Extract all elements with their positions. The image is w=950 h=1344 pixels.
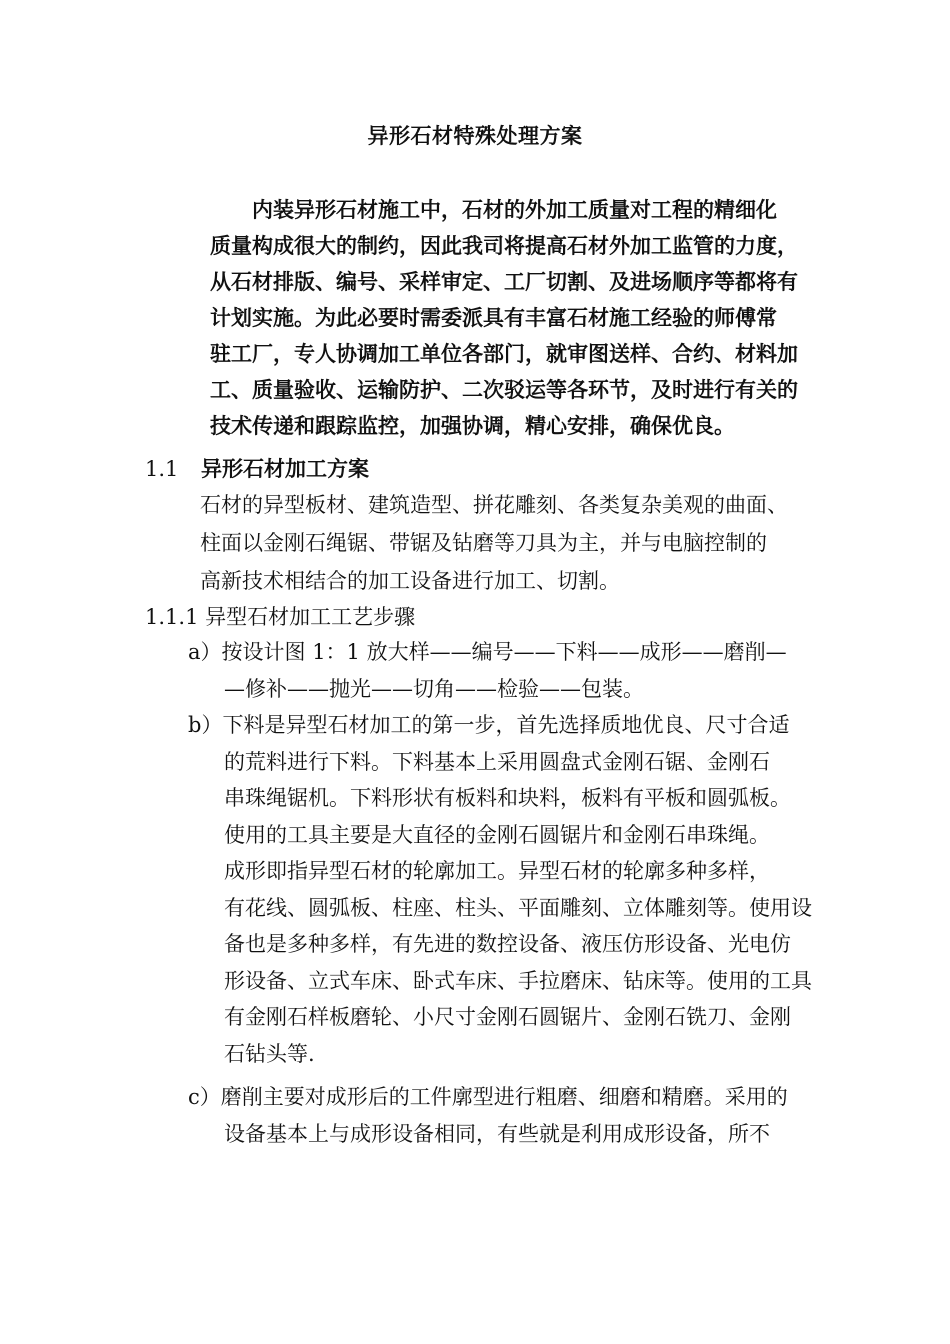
intro-line: 工、质量验收、运输防护、二次驳运等各环节，及时进行有关的	[210, 377, 798, 402]
paragraph-line: 柱面以金刚石绳锯、带锯及钻磨等刀具为主，并与电脑控制的	[200, 531, 767, 555]
item-line: 形设备、立式车床、卧式车床、手拉磨床、钻床等。使用的工具	[224, 968, 812, 993]
paragraph-line: 石材的异型板材、建筑造型、拼花雕刻、各类复杂美观的曲面、	[200, 493, 788, 517]
section-1-1-paragraph	[200, 486, 820, 600]
list-item-a	[188, 634, 818, 707]
item-line: 有金刚石样板磨轮、小尺寸金刚石圆锯片、金刚石铣刀、金刚	[224, 1005, 791, 1029]
item-line: 串珠绳锯机。下料形状有板料和块料，板料有平板和圆弧板。	[224, 786, 791, 810]
item-line: 备也是多种多样，有先进的数控设备、液压仿形设备、光电仿	[224, 932, 791, 956]
intro-line: 内装异形石材施工中，石材的外加工质量对工程的精细化	[210, 197, 777, 222]
intro-paragraph	[210, 192, 810, 444]
section-heading-1-1	[145, 452, 369, 486]
item-line: 有花线、圆弧板、柱座、柱头、平面雕刻、立体雕刻等。使用设	[224, 895, 812, 920]
intro-line: 计划实施。为此必要时需委派具有丰富石材施工经验的师傅常	[210, 305, 777, 330]
intro-line: 质量构成很大的制约，因此我司将提高石材外加工监管的力度，	[210, 233, 798, 258]
intro-line: 驻工厂，专人协调加工单位各部门，就审图送样、合约、材料加	[210, 341, 798, 366]
intro-line: 从石材排版、编号、采样审定、工厂切割、及进场顺序等都将有	[210, 269, 798, 294]
item-line: 的荒料进行下料。下料基本上采用圆盘式金刚石锯、金刚石	[224, 749, 770, 774]
item-line: b）下料是异型石材加工的第一步，首先选择质地优良、尺寸合适	[188, 713, 790, 737]
section-number: 1.1	[145, 457, 179, 481]
section-heading-1-1-1: 1.1.1 异型石材加工工艺步骤	[145, 605, 416, 629]
item-line: a）按设计图 1：1 放大样——编号——下料——成形——磨削—	[188, 640, 787, 664]
list-item-b	[188, 707, 818, 1072]
section-title: 异形石材加工方案	[201, 456, 369, 481]
item-line: 使用的工具主要是大直径的金刚石圆锯片和金刚石串珠绳。	[224, 822, 770, 847]
paragraph-line: 高新技术相结合的加工设备进行加工、切割。	[200, 569, 620, 593]
item-line: c）磨削主要对成形后的工件廓型进行粗磨、细磨和精磨。采用的	[188, 1085, 788, 1109]
list-item-c	[188, 1079, 818, 1152]
intro-line: 技术传递和跟踪监控，加强协调，精心安排，确保优良。	[210, 413, 735, 438]
item-line: —修补——抛光——切角——检验——包装。	[224, 676, 644, 701]
item-line: 设备基本上与成形设备相同，有些就是利用成形设备，所不	[224, 1121, 770, 1146]
document-title: 异形石材特殊处理方案	[367, 123, 583, 148]
item-line: 石钻头等.	[224, 1041, 315, 1066]
item-line: 成形即指异型石材的轮廓加工。异型石材的轮廓多种多样，	[224, 859, 770, 883]
